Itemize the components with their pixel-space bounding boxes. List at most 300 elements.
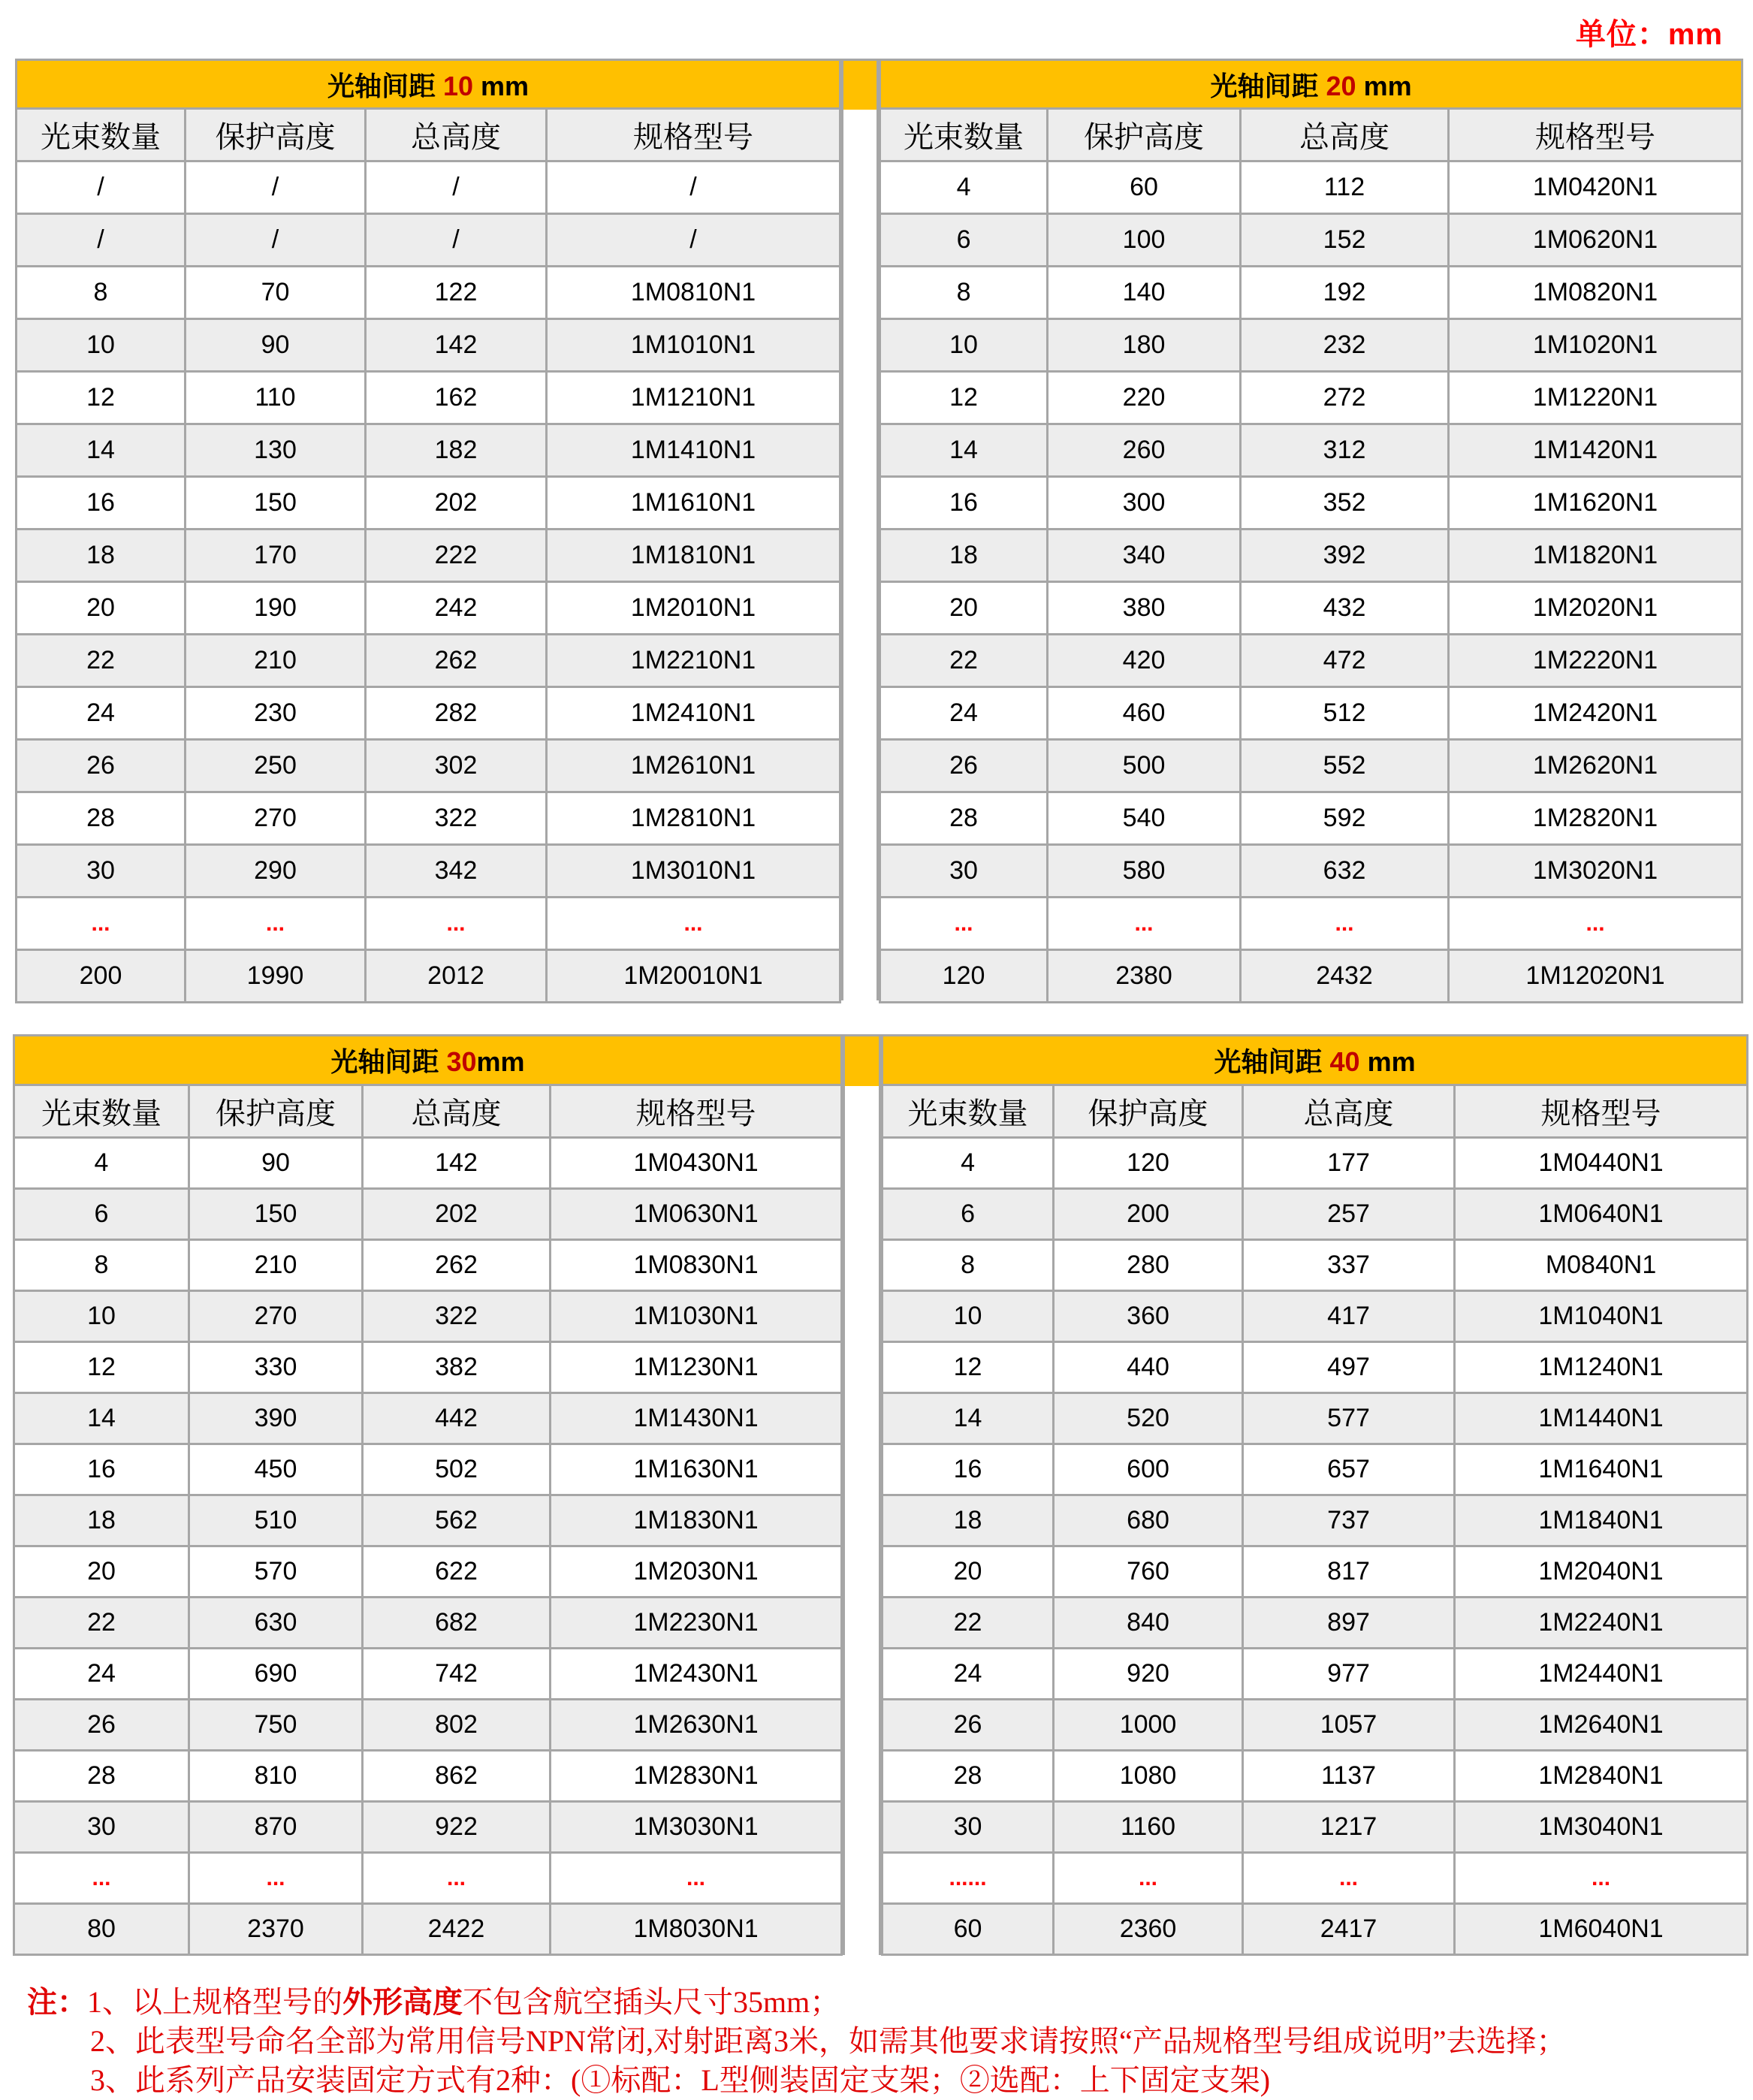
table-row [17,950,840,1003]
table-row [880,950,1742,1003]
table-cell: 6 [883,1189,1054,1240]
table-cell: 24 [14,1649,189,1700]
table-cell: 1M2040N1 [1455,1546,1748,1598]
table-cell: 18 [14,1495,189,1546]
table-cell: 1M2240N1 [1455,1598,1748,1649]
table-cell: 1M1020N1 [1449,319,1742,372]
table-cell: 1M2810N1 [547,792,840,845]
table-cell: / [17,161,186,214]
table-cell: 562 [363,1495,551,1546]
table-cell: 552 [1241,740,1449,792]
table-cell: 222 [366,530,547,582]
table-cell: 20 [883,1546,1054,1598]
column-header: 保护高度 [189,1085,363,1138]
table-cell: 162 [366,372,547,424]
table-cell: / [366,214,547,267]
table-cell: 1M1640N1 [1455,1444,1748,1495]
table-cell: ... [880,898,1048,950]
table-row [17,898,840,950]
table-cell: 1M3020N1 [1449,845,1742,898]
table-cell: 20 [17,582,186,635]
table-cell: 440 [1054,1342,1243,1393]
table-cell: 632 [1241,845,1449,898]
table-cell: 742 [363,1649,551,1700]
table-cell: 1M0630N1 [551,1189,842,1240]
table-cell: 28 [880,792,1048,845]
column-header: 规格型号 [1455,1085,1748,1138]
table-cell: 1160 [1054,1802,1243,1853]
table-row [883,1240,1748,1291]
table-row [883,1904,1748,1955]
table-title: 光轴间距 10 mm [17,60,840,109]
table-row [14,1598,842,1649]
table-cell: 202 [366,477,547,530]
column-header: 规格型号 [551,1085,842,1138]
table-cell: 8 [880,267,1048,319]
table-cell: / [547,214,840,267]
table-cell: ... [1449,898,1742,950]
table-row [17,792,840,845]
table-cell: / [547,161,840,214]
table-cell: 450 [189,1444,363,1495]
table-cell: 1M1240N1 [1455,1342,1748,1393]
table-cell: 26 [14,1700,189,1751]
table-cell: 360 [1054,1291,1243,1342]
table-row [883,1649,1748,1700]
table-cell: 330 [189,1342,363,1393]
table-cell: 20 [880,582,1048,635]
table-cell: 1M2840N1 [1455,1751,1748,1802]
table-cell: 1M1440N1 [1455,1393,1748,1444]
table-cell: 70 [186,267,366,319]
table-cell: 14 [883,1393,1054,1444]
table-cell: 977 [1243,1649,1455,1700]
column-header: 总高度 [1243,1085,1455,1138]
table-row [17,161,840,214]
table-row [14,1495,842,1546]
table-cell: 442 [363,1393,551,1444]
table-cell: 1M8030N1 [551,1904,842,1955]
table-cell: ... [17,898,186,950]
table-row [14,1853,842,1904]
table-cell: 10 [880,319,1048,372]
table-cell: 497 [1243,1342,1455,1393]
table-row [880,582,1742,635]
table-cell: 1M2220N1 [1449,635,1742,687]
table-cell: 1M1030N1 [551,1291,842,1342]
table-cell: 150 [189,1189,363,1240]
table-cell: 1M2020N1 [1449,582,1742,635]
table-cell: 112 [1241,161,1449,214]
table-cell: 1M12020N1 [1449,950,1742,1003]
table-cell: 1M2420N1 [1449,687,1742,740]
column-header: 光束数量 [880,109,1048,161]
column-header: 光束数量 [14,1085,189,1138]
table-cell: 20 [14,1546,189,1598]
table-cell: 6 [880,214,1048,267]
table-cell: 1M2010N1 [547,582,840,635]
table-row [883,1802,1748,1853]
table-cell: 262 [363,1240,551,1291]
table-row [17,267,840,319]
table-cell: 760 [1054,1546,1243,1598]
table-cell: 282 [366,687,547,740]
table-row [880,687,1742,740]
table-cell: 10 [17,319,186,372]
table-row [17,687,840,740]
table-cell: 1M1410N1 [547,424,840,477]
table-row [880,845,1742,898]
table-cell: 142 [366,319,547,372]
table-cell: 1M0640N1 [1455,1189,1748,1240]
column-header: 规格型号 [1449,109,1742,161]
table-cell: 26 [17,740,186,792]
table-cell: 8 [883,1240,1054,1291]
table-cell: 180 [1048,319,1241,372]
table-cell: ...... [883,1853,1054,1904]
table-cell: 10 [14,1291,189,1342]
table-row [883,1495,1748,1546]
table-cell: 170 [186,530,366,582]
table-row [883,1291,1748,1342]
table-cell: 24 [880,687,1048,740]
table-row [880,740,1742,792]
table-cell: ... [1243,1853,1455,1904]
table-cell: 122 [366,267,547,319]
table-cell: 1M3040N1 [1455,1802,1748,1853]
table-cell: 12 [883,1342,1054,1393]
table-cell: 262 [366,635,547,687]
table-cell: 460 [1048,687,1241,740]
table-cell: 190 [186,582,366,635]
spec-table-40mm [881,1034,1748,1956]
table-cell: 80 [14,1904,189,1955]
table-cell: 920 [1054,1649,1243,1700]
table-cell: 897 [1243,1598,1455,1649]
table-cell: 1M1630N1 [551,1444,842,1495]
table-cell: 16 [883,1444,1054,1495]
table-cell: 472 [1241,635,1449,687]
note-line-3: 3、此系列产品安装固定方式有2种：(①标配：L型侧装固定支架；②选配：上下固定支架) [90,2063,1271,2097]
table-row [14,1802,842,1853]
table-cell: 10 [883,1291,1054,1342]
table-cell: 352 [1241,477,1449,530]
table-cell: 14 [14,1393,189,1444]
table-cell: 502 [363,1444,551,1495]
table-cell: 110 [186,372,366,424]
note-line-2: 2、此表型号命名全部为常用信号NPN常闭,对射距离3米，如需其他要求请按照“产品规格型号组成说明”去选择； [90,2024,1567,2058]
table-cell: 290 [186,845,366,898]
spacing-value: 10 [442,70,474,101]
table-cell: 220 [1048,372,1241,424]
table-cell: ... [1241,898,1449,950]
table-cell: ... [1054,1853,1243,1904]
table-block-bottom [13,1034,1748,1956]
table-row [883,1342,1748,1393]
table-cell: 18 [17,530,186,582]
table-cell: 16 [880,477,1048,530]
table-cell: 202 [363,1189,551,1240]
table-cell: 1M1810N1 [547,530,840,582]
table-cell: 130 [186,424,366,477]
table-row [880,161,1742,214]
table-row [883,1598,1748,1649]
table-cell: 322 [363,1291,551,1342]
table-cell: 512 [1241,687,1449,740]
table-cell: 1000 [1054,1700,1243,1751]
table-row [14,1240,842,1291]
table-cell: 322 [366,792,547,845]
table-cell: 2422 [363,1904,551,1955]
table-cell: 1M1220N1 [1449,372,1742,424]
table-row [17,372,840,424]
column-header: 保护高度 [186,109,366,161]
table-cell: 16 [14,1444,189,1495]
column-header: 保护高度 [1048,109,1241,161]
table-cell: 28 [883,1751,1054,1802]
table-cell: 152 [1241,214,1449,267]
table-cell: 1M0620N1 [1449,214,1742,267]
table-cell: 24 [17,687,186,740]
table-cell: 2432 [1241,950,1449,1003]
table-row [880,214,1742,267]
table-cell: 622 [363,1546,551,1598]
table-cell: ... [366,898,547,950]
table-cell: 1M6040N1 [1455,1904,1748,1955]
table-cell: 8 [14,1240,189,1291]
table-row [17,635,840,687]
table-cell: 210 [186,635,366,687]
table-cell: 230 [186,687,366,740]
table-row [14,1444,842,1495]
table-cell: 870 [189,1802,363,1853]
table-cell: 140 [1048,267,1241,319]
table-row [17,845,840,898]
table-cell: 580 [1048,845,1241,898]
table-cell: ... [186,898,366,950]
table-cell: 2012 [366,950,547,1003]
table-cell: 6 [14,1189,189,1240]
table-cell: 18 [883,1495,1054,1546]
table-cell: / [366,161,547,214]
table-cell: 1217 [1243,1802,1455,1853]
table-cell: 737 [1243,1495,1455,1546]
table-cell: 12 [880,372,1048,424]
table-cell: 1M3010N1 [547,845,840,898]
table-row [880,635,1742,687]
column-header: 总高度 [366,109,547,161]
column-header: 光束数量 [883,1085,1054,1138]
table-cell: 28 [14,1751,189,1802]
table-cell: 592 [1241,792,1449,845]
table-row [17,740,840,792]
table-cell: 250 [186,740,366,792]
spec-table-20mm [879,59,1743,1003]
table-cell: 1080 [1054,1751,1243,1802]
table-cell: 14 [17,424,186,477]
table-row [14,1291,842,1342]
table-cell: 30 [880,845,1048,898]
table-cell: 1M1610N1 [547,477,840,530]
table-cell: 1M2640N1 [1455,1700,1748,1751]
table-cell: 840 [1054,1598,1243,1649]
table-cell: 8 [17,267,186,319]
table-cell: / [17,214,186,267]
emphasis-outer-height: 外形高度 [342,1985,463,2019]
table-cell: 270 [189,1291,363,1342]
table-row [17,319,840,372]
table-cell: 1M0820N1 [1449,267,1742,319]
table-cell: 1M1010N1 [547,319,840,372]
table-cell: 1M2210N1 [547,635,840,687]
table-cell: 142 [363,1138,551,1189]
table-cell: 570 [189,1546,363,1598]
table-cell: 210 [189,1240,363,1291]
table-cell: 520 [1054,1393,1243,1444]
table-cell: 30 [14,1802,189,1853]
table-row [14,1904,842,1955]
table-cell: / [186,214,366,267]
table-row [883,1393,1748,1444]
table-cell: ... [551,1853,842,1904]
table-row [880,319,1742,372]
table-cell: 862 [363,1751,551,1802]
table-cell: 922 [363,1802,551,1853]
table-cell: 312 [1241,424,1449,477]
table-cell: 182 [366,424,547,477]
table-row [883,1189,1748,1240]
table-row [14,1546,842,1598]
table-row [14,1393,842,1444]
table-cell: 60 [1048,161,1241,214]
table-cell: 342 [366,845,547,898]
table-title: 光轴间距 20 mm [880,60,1742,109]
table-cell: 1M2630N1 [551,1700,842,1751]
table-cell: 1M1840N1 [1455,1495,1748,1546]
table-row [883,1700,1748,1751]
table-row [14,1189,842,1240]
table-row [17,214,840,267]
table-cell: 1M2830N1 [551,1751,842,1802]
table-cell: 1M2440N1 [1455,1649,1748,1700]
table-cell: 90 [186,319,366,372]
table-row [880,898,1742,950]
table-cell: 177 [1243,1138,1455,1189]
table-cell: 272 [1241,372,1449,424]
table-cell: 432 [1241,582,1449,635]
table-cell: 1M0420N1 [1449,161,1742,214]
spacing-value: 30 [446,1046,477,1077]
table-row [883,1751,1748,1802]
table-cell: 337 [1243,1240,1455,1291]
table-cell: 1M1230N1 [551,1342,842,1393]
table-cell: 600 [1054,1444,1243,1495]
table-cell: 390 [189,1393,363,1444]
table-cell: 14 [880,424,1048,477]
table-cell: 392 [1241,530,1449,582]
spec-table-30mm [13,1034,843,1956]
table-row [880,477,1742,530]
table-row [17,424,840,477]
table-cell: 810 [189,1751,363,1802]
table-cell: 750 [189,1700,363,1751]
table-cell: 26 [883,1700,1054,1751]
table-cell: 630 [189,1598,363,1649]
table-cell: 26 [880,740,1048,792]
table-row [14,1342,842,1393]
table-cell: 510 [189,1495,363,1546]
table-cell: 302 [366,740,547,792]
table-cell: 1M3030N1 [551,1802,842,1853]
table-cell: 2370 [189,1904,363,1955]
table-row [17,582,840,635]
table-cell: 12 [14,1342,189,1393]
table-cell: 1M1830N1 [551,1495,842,1546]
table-cell: 1M0430N1 [551,1138,842,1189]
table-cell: 1M1820N1 [1449,530,1742,582]
table-row [14,1700,842,1751]
table-cell: 1M1210N1 [547,372,840,424]
table-cell: 1M1420N1 [1449,424,1742,477]
table-cell: 380 [1048,582,1241,635]
table-row [880,792,1742,845]
note-line-1: 注：1、以上规格型号的外形高度不包含航空插头尺寸35mm； [27,1985,840,2019]
table-cell: ... [189,1853,363,1904]
table-cell: 16 [17,477,186,530]
table-cell: 18 [880,530,1048,582]
table-cell: 657 [1243,1444,1455,1495]
table-cell: 577 [1243,1393,1455,1444]
table-row [880,267,1742,319]
table-cell: 280 [1054,1240,1243,1291]
table-cell: 1M2430N1 [551,1649,842,1700]
table-cell: 4 [880,161,1048,214]
table-cell: 60 [883,1904,1054,1955]
table-cell: ... [363,1853,551,1904]
table-cell: 2380 [1048,950,1241,1003]
table-row [14,1138,842,1189]
table-cell: 300 [1048,477,1241,530]
table-cell: 200 [1054,1189,1243,1240]
table-row [883,1138,1748,1189]
table-cell: 680 [1054,1495,1243,1546]
table-cell: 260 [1048,424,1241,477]
table-cell: 417 [1243,1291,1455,1342]
table-cell: ... [1048,898,1241,950]
table-cell: 1M2610N1 [547,740,840,792]
table-row [17,477,840,530]
table-row [883,1546,1748,1598]
table-cell: 192 [1241,267,1449,319]
column-header: 光束数量 [17,109,186,161]
table-cell: 90 [189,1138,363,1189]
table-row [14,1751,842,1802]
table-cell: 500 [1048,740,1241,792]
column-header: 规格型号 [547,109,840,161]
table-cell: M0840N1 [1455,1240,1748,1291]
table-cell: 242 [366,582,547,635]
table-cell: 1M2620N1 [1449,740,1742,792]
table-cell: 22 [17,635,186,687]
table-gap [841,59,879,1003]
table-cell: 1M0440N1 [1455,1138,1748,1189]
table-cell: ... [547,898,840,950]
table-cell: 1M1620N1 [1449,477,1742,530]
table-cell: 682 [363,1598,551,1649]
table-title: 光轴间距 30mm [14,1036,842,1085]
table-cell: / [186,161,366,214]
table-cell: 30 [883,1802,1054,1853]
